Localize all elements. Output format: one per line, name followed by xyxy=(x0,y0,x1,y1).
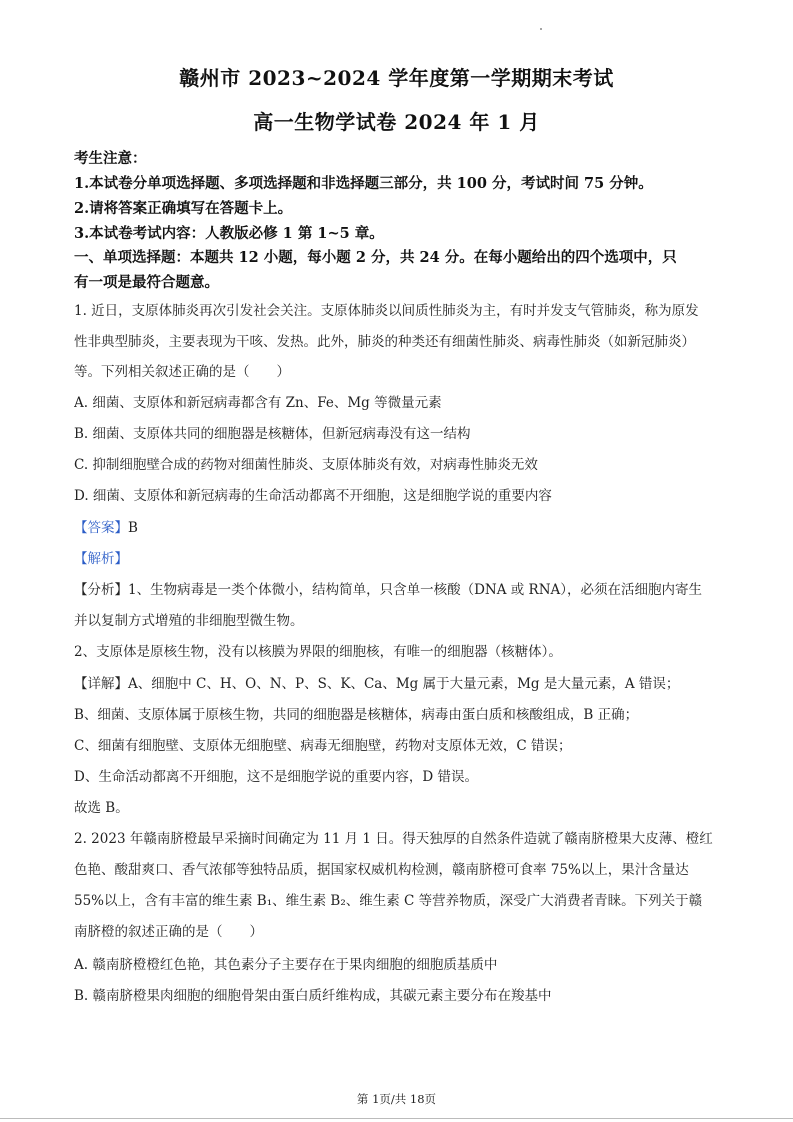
q1-fenxi-line-2: 并以复制方式增殖的非细胞型微生物。 xyxy=(74,613,304,629)
q1-detail-line-1: 【详解】A、细胞中 C、H、O、N、P、S、K、Ca、Mg 属于大量元素，Mg 是大量元素，A 错误； xyxy=(74,676,680,692)
q1-stem-line-2: 性非典型肺炎，主要表现为干咳、发热。此外，肺炎的种类还有细菌性肺炎、病毒性肺炎（如新冠肺炎） xyxy=(74,334,695,350)
q2-stem-line-4: 南脐橙的叙述正确的是（ ） xyxy=(74,924,263,940)
q1-answer xyxy=(74,516,724,536)
q2-stem-line-1: 2. 2023 年赣南脐橙最早采摘时间确定为 11 月 1 日。得天独厚的自然条件造就了赣南脐橙果大皮薄、橙红 xyxy=(74,831,713,847)
q1-option-d: D. 细菌、支原体和新冠病毒的生命活动都离不开细胞，这是细胞学说的重要内容 xyxy=(74,488,552,504)
q1-option-c: C. 抑制细胞壁合成的药物对细菌性肺炎、支原体肺炎有效，对病毒性肺炎无效 xyxy=(74,457,538,473)
notice-heading: 考生注意： xyxy=(74,150,147,167)
notice-item-1: 1.本试卷分单项选择题、多项选择题和非选择题三部分，共 100 分，考试时间 75 分钟。 xyxy=(74,175,653,192)
q2-stem-line-2: 色艳、酸甜爽口、香气浓郁等独特品质，据国家权威机构检测，赣南脐橙可食率 75%以上，果汁含量达 xyxy=(74,862,689,878)
q2-option-b: B. 赣南脐橙果肉细胞的细胞骨架由蛋白质纤维构成，其碳元素主要分布在羧基中 xyxy=(74,988,552,1004)
section-heading-line-1: 一、单项选择题：本题共 12 小题，每小题 2 分，共 24 分。在每小题给出的四个选项中，只 xyxy=(74,249,677,266)
q1-option-a: A. 细菌、支原体和新冠病毒都含有 Zn、Fe、Mg 等微量元素 xyxy=(74,395,442,411)
notice-item-3: 3.本试卷考试内容：人教版必修 1 第 1~5 章。 xyxy=(74,225,384,242)
exam-subtitle: 高一生物学试卷 2024 年 1 月 xyxy=(253,110,540,134)
q1-stem-line-3: 等。下列相关叙述正确的是（ ） xyxy=(74,364,290,380)
q1-conclusion: 故选 B。 xyxy=(74,800,129,816)
analysis-tag: 【解析】 xyxy=(74,551,128,567)
answer-value: B xyxy=(128,520,138,536)
exam-title: 赣州市 2023~2024 学年度第一学期期末考试 xyxy=(179,66,614,90)
q1-detail-line-3: C、细菌有细胞壁、支原体无细胞壁、病毒无细胞壁，药物对支原体无效，C 错误； xyxy=(74,738,572,754)
q1-option-b: B. 细菌、支原体共同的细胞器是核糖体，但新冠病毒没有这一结构 xyxy=(74,426,471,442)
notice-item-2: 2.请将答案正确填写在答题卡上。 xyxy=(74,200,293,217)
q2-option-a: A. 赣南脐橙橙红色艳，其色素分子主要存在于果肉细胞的细胞质基质中 xyxy=(74,957,498,973)
q1-detail-line-4: D、生命活动都离不开细胞，这不是细胞学说的重要内容，D 错误。 xyxy=(74,769,478,785)
q1-fenxi-line-3: 2、支原体是原核生物，没有以核膜为界限的细胞核，有唯一的细胞器（核糖体）。 xyxy=(74,644,562,660)
page-bottom-divider xyxy=(0,1118,793,1119)
q1-detail-line-2: B、细菌、支原体属于原核生物，共同的细胞器是核糖体，病毒由蛋白质和核酸组成，B 正确； xyxy=(74,707,639,723)
page-number: 第 1页/共 18页 xyxy=(356,1092,437,1106)
q1-fenxi-line-1: 【分析】1、生物病毒是一类个体微小，结构简单，只含单一核酸（DNA 或 RNA），必须在活细胞内寄生 xyxy=(74,582,703,598)
answer-tag: 【答案】 xyxy=(74,520,128,536)
q2-stem-line-3: 55%以上，含有丰富的维生素 B₁、维生素 B₂、维生素 C 等营养物质，深受广大消费者青睐。下列关于赣 xyxy=(74,893,703,909)
q1-stem-line-1: 1. 近日，支原体肺炎再次引发社会关注。支原体肺炎以间质性肺炎为主，有时并发支气管肺炎，称为原发 xyxy=(74,303,699,319)
scan-mark xyxy=(540,28,542,30)
section-heading-line-2: 有一项是最符合题意。 xyxy=(74,274,219,291)
